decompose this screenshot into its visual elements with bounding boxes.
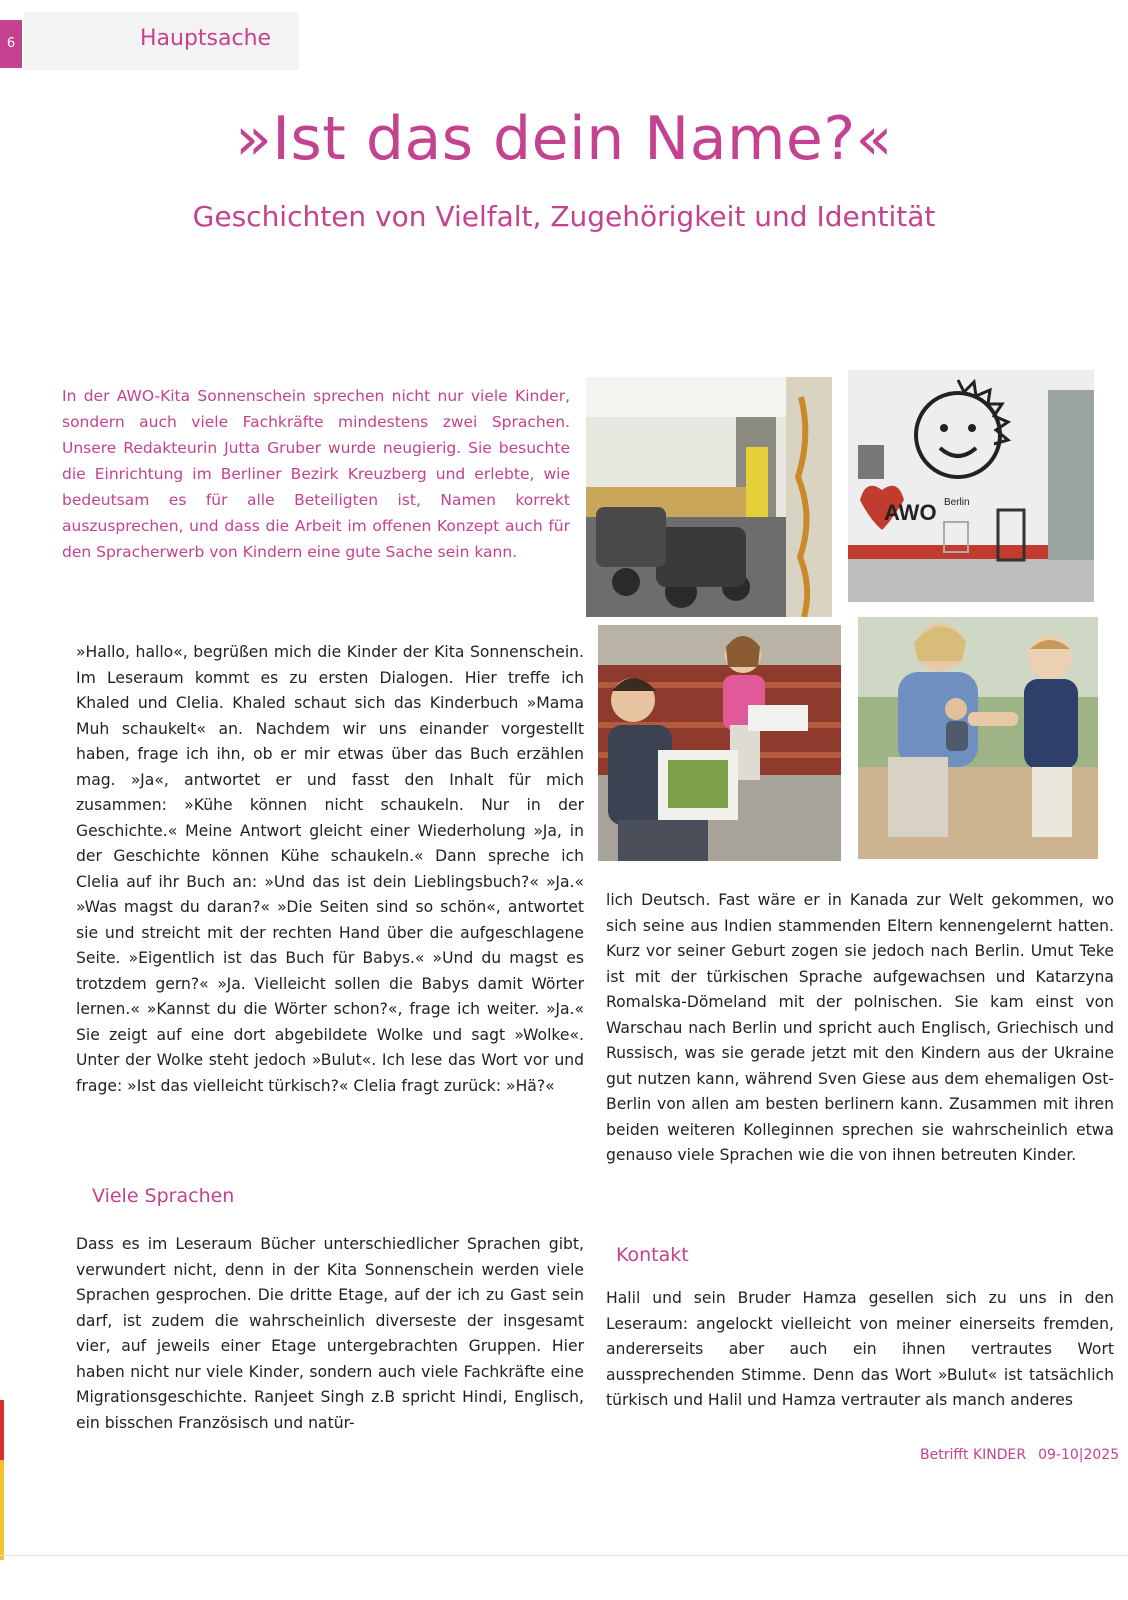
subheading-kontakt: Kontakt	[616, 1244, 689, 1266]
awo-sign-text: AWO	[884, 500, 937, 525]
section-label: Hauptsache	[140, 26, 272, 51]
bottom-divider	[0, 1555, 1128, 1556]
page-number-tab	[0, 20, 22, 68]
footer-magazine: Betrifft KINDER	[920, 1447, 1027, 1463]
article-intro: In der AWO-Kita Sonnenschein sprechen nicht nur viele Kinder, sondern auch viele Fachkräfte mindestens zwei Sprachen. Unsere Redakteurin Jutta Gruber wurde neugierig. Sie besuchte die Einrichtung im Berliner Bezirk Kreuzberg und erlebte, wie bedeutsam es für alle Beteiligten ist, Namen korrekt auszusprechen, und dass die Arbeit im offenen Konzept auch für den Spracherwerb von Kindern eine gute Sache sein kann.	[62, 387, 570, 561]
article-subtitle: Geschichten von Vielfalt, Zugehörigkeit und Identität	[192, 200, 936, 233]
photo-children-reading	[598, 625, 841, 861]
edge-color-mark-yellow	[0, 1460, 4, 1560]
awo-sign-subtext: Berlin	[944, 497, 970, 508]
photo-awo-building	[848, 370, 1094, 602]
article-paragraph-2: Dass es im Leseraum Bücher unterschiedlicher Sprachen gibt, verwundert nicht, denn in der Kita Sonnenschein werden viele Sprachen gesprochen. Die dritte Etage, auf der ich zu Gast sein darf, ist zudem die wahrscheinlich diverseste der insgesamt vier, auf jeweils einer Etage untergebrachten Gruppen. Hier haben nicht nur viele Kinder, sondern auch viele Fachkräfte eine Migrationsgeschichte. Ranjeet Singh z.B spricht Hindi, Englisch, ein bisschen Französisch und natür-	[76, 1235, 584, 1432]
page-footer	[920, 1447, 1119, 1463]
photo-stroller-hallway	[586, 377, 832, 617]
article-paragraph-1: »Hallo, hallo«, begrüßen mich die Kinder der Kita Sonnenschein. Im Leseraum kommt es zu ersten Dialogen. Hier treffe ich Khaled und Clelia. Khaled schaut sich das Kinderbuch »Mama Muh schaukelt« an. Nachdem wir uns einander vorgestellt haben, frage ich ihn, ob er mir etwas über das Buch erzählen mag. »Ja«, antwortet er und fasst den Inhalt für mich zusammen: »Kühe können nicht schaukeln. Nur in der Geschichte.« Meine Antwort gleicht einer Wiederholung »Ja, in der Geschichte können Kühe schaukeln.« Dann spreche ich Clelia auf ihr Buch an: »Und das ist dein Lieblingsbuch?« »Ja.« »Was magst du daran?« »Die Seiten sind so schön«, antwortet sie und streicht mit der rechten Hand über die aufgeschlagene Seite. »Eigentlich ist das Buch für Babys.« »Und du magst es trotzdem gern?« »Ja. Vielleicht sollen die Babys damit Wörter lernen.« »Kannst du die Wörter schon?«, frage ich weiter. »Ja.« Sie zeigt auf eine dort abgebildete Wolke und sagt »Wolke«. Unter der Wolke steht jedoch »Bulut«. Ich lese das Wort vor und frage: »Ist das vielleicht türkisch?« Clelia fragt zurück: »Hä?«	[76, 643, 584, 1095]
article-title: »Ist das dein Name?«	[235, 104, 893, 174]
footer-issue: 09-10|2025	[1038, 1447, 1120, 1463]
page-number: 6	[6, 36, 16, 51]
edge-color-mark-red	[0, 1400, 4, 1460]
subheading-viele-sprachen: Viele Sprachen	[92, 1185, 235, 1207]
article-paragraph-3: lich Deutsch. Fast wäre er in Kanada zur Welt gekommen, wo sich seine aus Indien stammenden Eltern kennengelernt hatten. Kurz vor seiner Geburt zogen sie jedoch nach Berlin. Umut Teke ist mit der türkischen Sprache aufgewachsen und Katarzyna Romalska-Dömeland mit der polnischen. Sie kam einst von Warschau nach Berlin und spricht auch Englisch, Griechisch und Russisch, was sie gerade jetzt mit den Kindern aus der Ukraine gut nutzen kann, während Sven Giese aus dem ehemaligen Ost-Berlin von allen am besten berlinern kann. Zusammen mit ihren beiden weiteren Kolleginnen sprechen sie wahrscheinlich etwa genauso viele Sprachen wie die von ihnen betreuten Kinder.	[606, 891, 1114, 1164]
photo-educator-with-toddlers	[858, 617, 1098, 859]
article-paragraph-4: Halil und sein Bruder Hamza gesellen sich zu uns in den Leseraum: angelockt vielleicht von meiner einerseits fremden, andererseits aber auch ein ihnen vertrautes Wort aussprechenden Stimme. Denn das Wort »Bulut« ist tatsächlich türkisch und Halil und Hamza vertrauter als manch anderes	[606, 1289, 1114, 1409]
